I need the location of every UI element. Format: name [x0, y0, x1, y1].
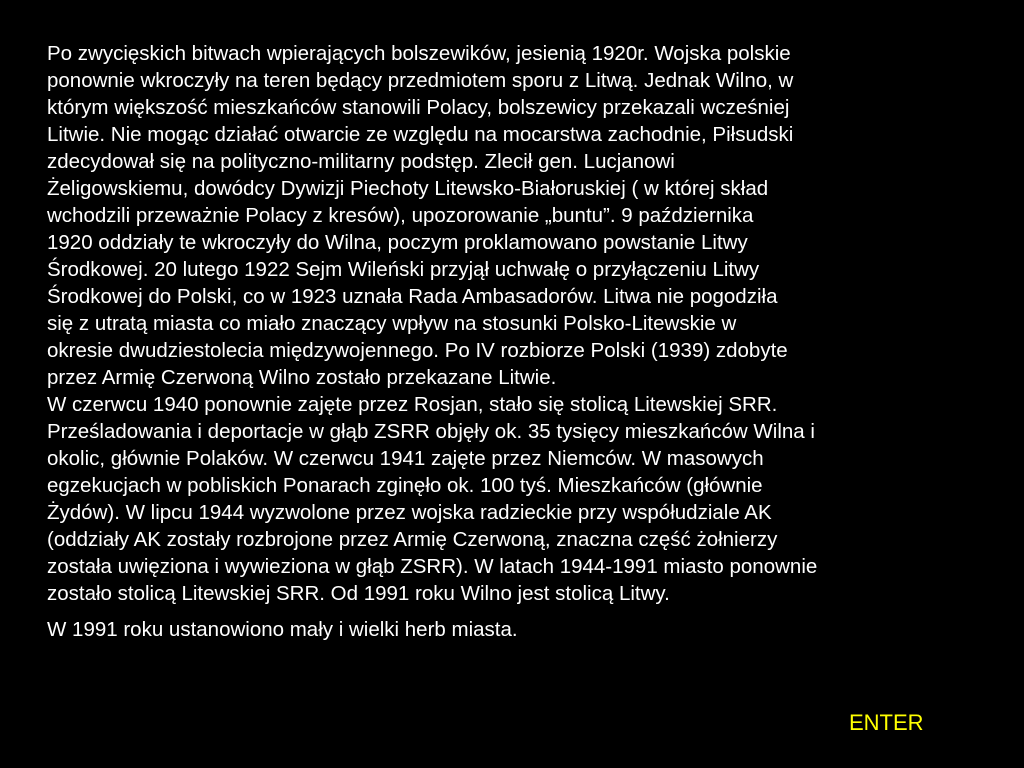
text-line: (oddziały AK zostały rozbrojone przez Armię Czerwoną, znaczna część żołnierzy: [47, 528, 778, 551]
text-line: okresie dwudziestolecia międzywojennego. Po IV rozbiorze Polski (1939) zdobyte: [47, 339, 788, 362]
text-line: Po zwycięskich bitwach wpierających bolszewików, jesienią 1920r. Wojska polskie: [47, 42, 791, 65]
text-line: 1920 oddziały te wkroczyły do Wilna, poczym proklamowano powstanie Litwy: [47, 231, 748, 254]
text-line: egzekucjach w pobliskich Ponarach zginęło ok. 100 tyś. Mieszkańców (głównie: [47, 474, 763, 497]
text-line: przez Armię Czerwoną Wilno zostało przekazane Litwie.: [47, 366, 557, 389]
text-line: Żeligowskiemu, dowódcy Dywizji Piechoty Litewsko-Białoruskiej ( w której skład: [47, 177, 769, 200]
enter-link[interactable]: ENTER: [849, 710, 924, 735]
text-line: Środkowej. 20 lutego 1922 Sejm Wileński przyjął uchwałę o przyłączeniu Litwy: [47, 258, 760, 281]
text-line: W 1991 roku ustanowiono mały i wielki herb miasta.: [47, 618, 518, 641]
text-line: została uwięziona i wywieziona w głąb ZSRR). W latach 1944-1991 miasto ponownie: [47, 555, 818, 578]
text-line: Prześladowania i deportacje w głąb ZSRR objęły ok. 35 tysięcy mieszkańców Wilna i: [47, 420, 815, 443]
text-line: ponownie wkroczyły na teren będący przedmiotem sporu z Litwą. Jednak Wilno, w: [47, 69, 794, 92]
text-line: zdecydował się na polityczno-militarny podstęp. Zlecił gen. Lucjanowi: [47, 150, 675, 173]
text-line: Żydów). W lipcu 1944 wyzwolone przez wojska radzieckie przy współudziale AK: [47, 501, 772, 524]
text-line: okolic, głównie Polaków. W czerwcu 1941 zajęte przez Niemców. W masowych: [47, 447, 764, 470]
text-line: którym większość mieszkańców stanowili Polacy, bolszewicy przekazali wcześniej: [47, 96, 790, 119]
text-line: się z utratą miasta co miało znaczący wpływ na stosunki Polsko-Litewskie w: [47, 312, 737, 335]
text-line: Środkowej do Polski, co w 1923 uznała Rada Ambasadorów. Litwa nie pogodziła: [47, 285, 778, 308]
history-text: [47, 40, 1012, 643]
text-line: wchodzili przeważnie Polacy z kresów), upozorowanie „buntu”. 9 października: [47, 204, 754, 227]
paragraph-2: [47, 391, 1012, 607]
paragraph-3: [47, 616, 1012, 643]
paragraph-1: [47, 40, 1012, 391]
text-line: W czerwcu 1940 ponownie zajęte przez Rosjan, stało się stolicą Litewskiej SRR.: [47, 393, 778, 416]
text-line: zostało stolicą Litewskiej SRR. Od 1991 roku Wilno jest stolicą Litwy.: [47, 582, 670, 605]
text-line: Litwie. Nie mogąc działać otwarcie ze względu na mocarstwa zachodnie, Piłsudski: [47, 123, 794, 146]
